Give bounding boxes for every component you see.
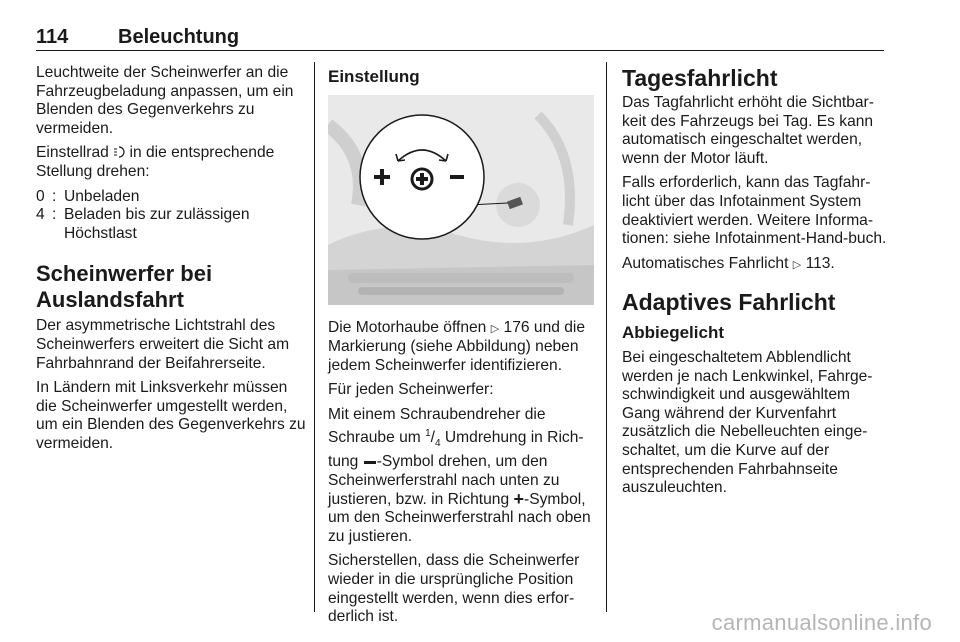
subsection-heading: Abbiegelicht bbox=[622, 323, 725, 343]
minus-icon bbox=[364, 461, 376, 464]
paragraph: In Ländern mit Linksverkehr müssen die Scheinwerfer umgestellt werden, um ein Blenden des Gegenverkehrs zu vermeiden. bbox=[36, 379, 306, 452]
fraction: $^1/_4$ bbox=[425, 427, 441, 449]
section-heading: Einstellung bbox=[328, 67, 420, 86]
watermark: carmanualsonline.info bbox=[711, 610, 932, 635]
plus-icon: + bbox=[513, 488, 525, 509]
column-divider bbox=[606, 62, 607, 612]
page-number: 114 bbox=[36, 26, 69, 48]
headlight-range-icon bbox=[113, 144, 129, 161]
column-1 bbox=[36, 64, 308, 460]
section-heading: Tagesfahrlicht bbox=[622, 65, 778, 91]
paragraph: Leuchtweite der Scheinwerfer an die Fahrzeugbeladung anpassen, um ein Blenden des Gegenverkehrs zu vermeiden. bbox=[36, 64, 294, 137]
load-list bbox=[36, 188, 308, 244]
list-item: 0 : Unbeladen bbox=[36, 187, 140, 205]
paragraph: Einstellrad in die entsprechende Stellung drehen: bbox=[36, 144, 275, 180]
paragraph: Mit einem Schraubendreher die Schraube um $^1/_4$ Umdrehung in Rich-tung -Symbol drehen, um den Scheinwerferstrahl nach unten zu justieren, bzw. in Richtung +-Symbol, um den Scheinwerferstrahl nach oben zu justieren. bbox=[328, 405, 591, 545]
column-3 bbox=[622, 64, 888, 504]
paragraph: Falls erforderlich, kann das Tagfahr-licht über das Infotainment System deaktiviert werden. Weitere Informa-tionen: siehe Infotainment-Hand-buch. bbox=[622, 174, 887, 248]
triangle-arrow-icon: ▷ bbox=[490, 322, 500, 335]
paragraph: Das Tagfahrlicht erhöht die Sichtbar-keit des Fahrzeugs bei Tag. Es kann automatisch eingeschaltet werden, wenn der Motor läuft. bbox=[622, 94, 874, 167]
paragraph: Sicherstellen, dass die Scheinwerfer wieder in die ursprüngliche Position eingestellt werden, wenn dies erfor-derlich ist. bbox=[328, 552, 580, 626]
section-heading: Scheinwerfer bei Auslandsfahrt bbox=[36, 261, 213, 313]
triangle-arrow-icon: ▷ bbox=[792, 258, 802, 271]
paragraph: Der asymmetrische Lichtstrahl des Scheinwerfers erweitert die Sicht am Fahrbahnrand der Beifahrerseite. bbox=[36, 317, 290, 372]
paragraph: Die Motorhaube öffnen ▷ 176 und die Markierung (siehe Abbildung) neben jedem Scheinwerfer identifizieren. bbox=[328, 318, 586, 374]
column-2 bbox=[328, 64, 596, 633]
list-item: 4 : Beladen bis zur zulässigen Höchstlast bbox=[36, 206, 250, 242]
page-title: Beleuchtung bbox=[118, 26, 240, 48]
headlight-adjustment-figure bbox=[328, 95, 594, 305]
paragraph: Bei eingeschaltetem Abblendlicht werden je nach Lenkwinkel, Fahrge-schwindigkeit und ausgewähltem Gang während der Kurvenfahrt zusätzlich die Nebelleuchten einge-schaltet, um die Kurve auf der entsprechenden Fahrbahnseite auszuleuchten. bbox=[622, 348, 873, 497]
paragraph: Automatisches Fahrlicht ▷ 113. bbox=[622, 254, 835, 272]
column-divider bbox=[314, 62, 315, 612]
section-heading: Adaptives Fahrlicht bbox=[622, 289, 836, 316]
paragraph: Für jeden Scheinwerfer: bbox=[328, 381, 494, 399]
page-header bbox=[36, 22, 884, 51]
